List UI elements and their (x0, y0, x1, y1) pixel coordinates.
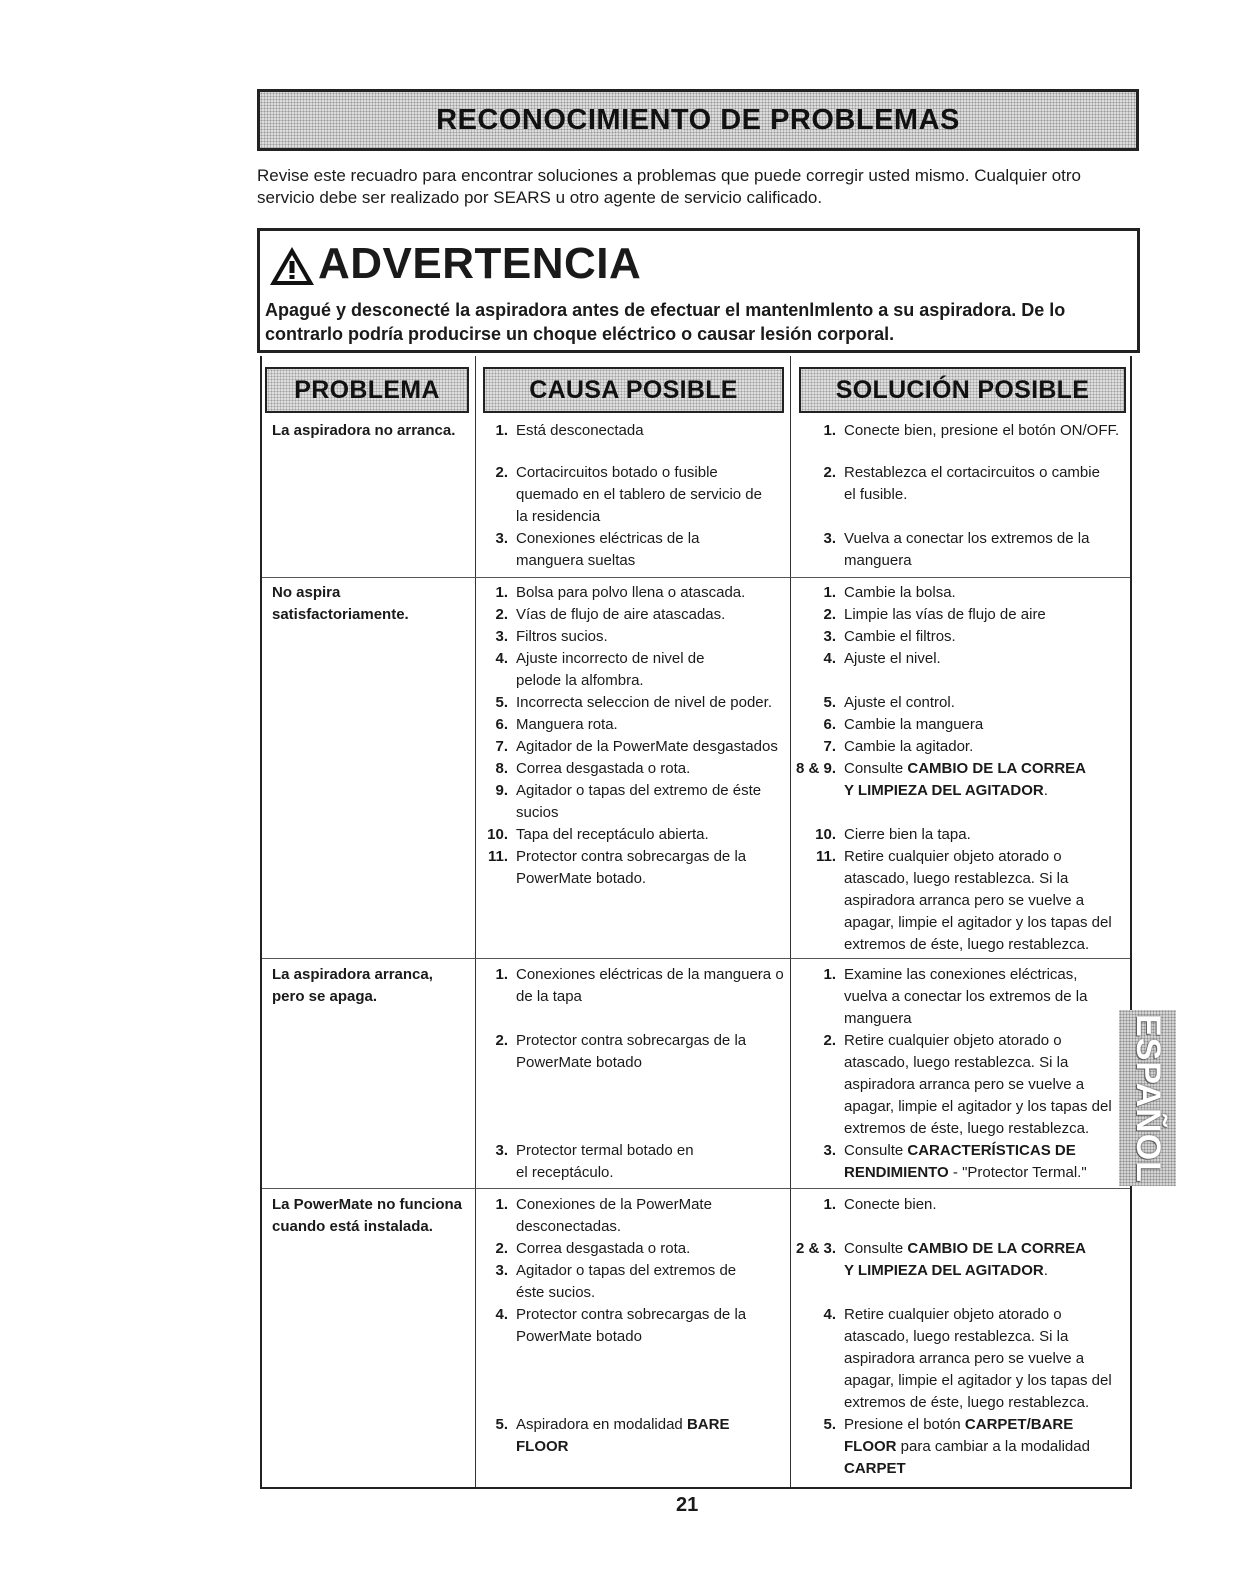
solution-item: 11. Retire cualquier objeto atorado o atascado, luego restablezca. Si la aspiradora arranca pero se vuelve a apagar, limpie el agitador y los tapas del extremos de éste, luego restablezca. (815, 848, 1112, 953)
language-tab-label: ESPAÑOL (1129, 1013, 1167, 1183)
page-title-banner (257, 89, 1139, 151)
solution-item: 4. Retire cualquier objeto atorado o atascado, luego restablezca. Si la aspiradora arranca pero se vuelve a apagar, limpie el agitador y los tapas del extremos de éste, luego restablezca. (823, 1306, 1112, 1411)
solution-item: 2 & 3. Consulte CAMBIO DE LA CORREA Y LIMPIEZA DEL AGITADOR. (795, 1240, 1086, 1279)
column-header-solution: SOLUCIÓN POSIBLE (799, 367, 1126, 413)
row-divider (262, 1188, 1130, 1189)
solution-item: 3. Cambie el filtros. (823, 628, 956, 645)
solution-item: 2. Limpie las vías de flujo de aire (823, 606, 1046, 623)
solution-item: 1. Conecte bien. (823, 1196, 937, 1213)
solution-item: 1. Cambie la bolsa. (823, 584, 956, 601)
cause-item: 1. Conexiones eléctricas de la manguera o de la tapa (495, 966, 784, 1005)
solution-item: 1. Conecte bien, presione el botón ON/OFF. (823, 422, 1120, 439)
cause-item: 2. Vías de flujo de aire atascadas. (495, 606, 726, 623)
solution-item: 5. Presione el botón CARPET/BARE FLOOR para cambiar a la modalidad CARPET (823, 1416, 1090, 1477)
column-header-problem: PROBLEMA (265, 367, 469, 413)
language-tab (1119, 1010, 1176, 1186)
cause-item: 4. Ajuste incorrecto de nivel de pelode la alfombra. (495, 650, 705, 689)
cause-item: 3. Protector termal botado en el receptáculo. (495, 1142, 694, 1181)
cause-item: 3. Conexiones eléctricas de la manguera sueltas (495, 530, 700, 569)
solution-item: 6. Cambie la manguera (823, 716, 984, 733)
solution-item: 4. Ajuste el nivel. (823, 650, 941, 667)
cause-item: 3. Agitador o tapas del extremos de éste sucios. (495, 1262, 737, 1301)
warning-header (268, 241, 641, 287)
solution-item: 3. Vuelva a conectar los extremos de la manguera (823, 530, 1090, 569)
cause-item: 10. Tapa del receptáculo abierta. (487, 826, 709, 843)
row-divider (262, 577, 1130, 578)
warning-triangle-icon (268, 245, 316, 287)
cause-item: 4. Protector contra sobrecargas de la PowerMate botado (495, 1306, 747, 1345)
cause-item: 7. Agitador de la PowerMate desgastados (495, 738, 778, 755)
cause-item: 2. Protector contra sobrecargas de la PowerMate botado (495, 1032, 747, 1071)
column-divider (475, 356, 476, 1487)
page-title: RECONOCIMIENTO DE PROBLEMAS (436, 103, 960, 136)
cause-item: 9. Agitador o tapas del extremo de éste sucios (495, 782, 762, 821)
column-header-cause: CAUSA POSIBLE (483, 367, 784, 413)
warning-box (257, 228, 1140, 353)
problem-cell: La PowerMate no funciona cuando está instalada. (272, 1196, 463, 1235)
solution-item: 2. Restablezca el cortacircuitos o cambie el fusible. (823, 464, 1100, 503)
row-divider (262, 958, 1130, 959)
cause-item: 2. Correa desgastada o rota. (495, 1240, 691, 1257)
problem-cell: La aspiradora no arranca. (272, 422, 456, 439)
cause-item: 3. Filtros sucios. (495, 628, 608, 645)
cause-item: 2. Cortacircuitos botado o fusible quemado en el tablero de servicio de la residencia (495, 464, 762, 525)
cause-item: 1. Bolsa para polvo llena o atascada. (495, 584, 746, 601)
problem-cell: No aspira satisfactoriamente. (272, 584, 409, 623)
solution-item: 5. Ajuste el control. (823, 694, 955, 711)
solution-item: 7. Cambie la agitador. (823, 738, 974, 755)
cause-item: 1. Está desconectada (495, 422, 644, 439)
cause-item: 5. Aspiradora en modalidad BARE FLOOR (495, 1416, 730, 1455)
page-number: 21 (676, 1494, 699, 1516)
cause-item: 6. Manguera rota. (495, 716, 618, 733)
cause-item: 1. Conexiones de la PowerMate desconectadas. (495, 1196, 712, 1235)
cause-item: 5. Incorrecta seleccion de nivel de poder. (495, 694, 772, 711)
troubleshooting-table (260, 356, 1132, 1489)
column-divider (790, 356, 791, 1487)
solution-item: 8 & 9. Consulte CAMBIO DE LA CORREA Y LIMPIEZA DEL AGITADOR. (795, 760, 1086, 799)
warning-text: Apagué y desconecté la aspiradora antes de efectuar el mantenlmlento a su aspiradora. De lo contrarlo podría producirse un choque eléctrico o causar lesión corporal. (265, 300, 1066, 344)
solution-item: 10. Cierre bien la tapa. (815, 826, 971, 843)
problem-cell: La aspiradora arranca, pero se apaga. (272, 966, 433, 1005)
solution-item: 1. Examine las conexiones eléctricas, vuelva a conectar los extremos de la manguera (823, 966, 1088, 1027)
cause-item: 8. Correa desgastada o rota. (495, 760, 691, 777)
cause-item: 11. Protector contra sobrecargas de la PowerMate botado. (487, 848, 747, 887)
solution-item: 2. Retire cualquier objeto atorado o atascado, luego restablezca. Si la aspiradora arranca pero se vuelve a apagar, limpie el agitador y los tapas del extremos de éste, luego restablezca. (823, 1032, 1112, 1137)
warning-heading: ADVERTENCIA (318, 239, 642, 288)
intro-paragraph: Revise este recuadro para encontrar soluciones a problemas que puede corregir usted mismo. Cualquier otro servicio debe ser realizado por SEARS u otro agente de servicio calificado. (257, 166, 1081, 207)
solution-item: 3. Consulte CARACTERÍSTICAS DE RENDIMIENTO - "Protector Termal." (823, 1142, 1087, 1181)
